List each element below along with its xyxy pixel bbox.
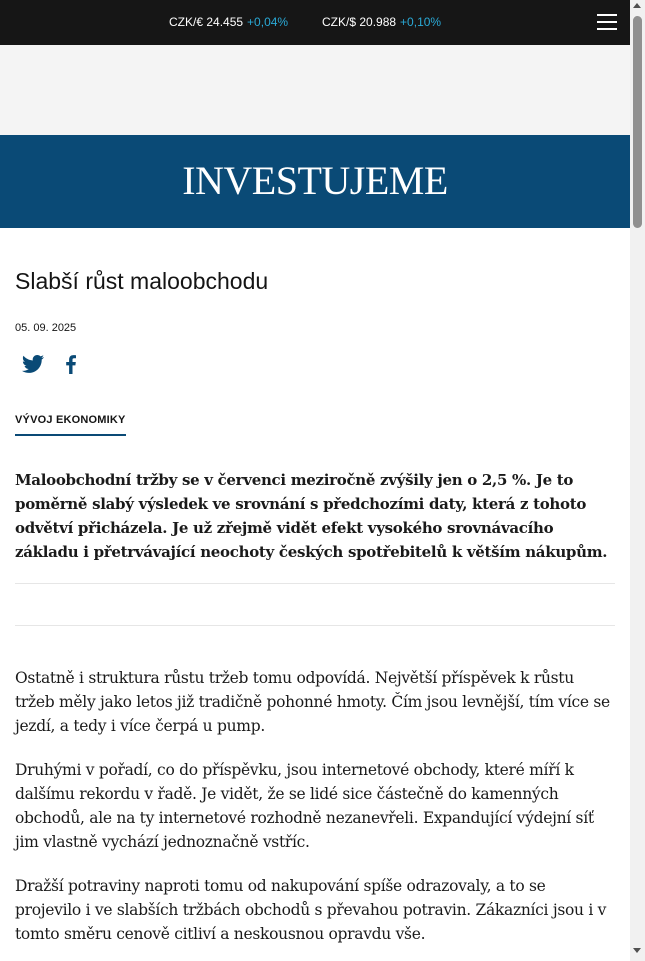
twitter-icon[interactable]: [21, 352, 45, 376]
rate-eur-value: CZK/€ 24.455: [169, 15, 244, 29]
rate-usd-value: CZK/$ 20.988: [322, 15, 397, 29]
category-link[interactable]: VÝVOJ EKONOMIKY: [15, 414, 126, 436]
paragraph: Dražší potraviny naproti tomu od nakupování spíše odrazovaly, a to se projevilo i ve slabších tržbách obchodů s převahou potravin. Zákazníci jsou i v tomto směru cenově citliví a neskousnou opravdu vše.: [15, 877, 607, 943]
paragraph: Ostatně i struktura růstu tržeb tomu odpovídá. Největší příspěvek k růstu tržeb měly jako letos již tradičně pohonné hmoty. Čím jsou levnější, tím více se jezdí, a tedy i více čerpá u pump.: [15, 669, 610, 735]
article-body: [15, 666, 615, 961]
rate-usd-change: +0,10%: [400, 15, 442, 29]
paragraph: Druhými v pořadí, co do příspěvku, jsou internetové obchody, které míří k dalšímu rekordu v řadě. Je vidět, že se lidé sice částečně do kamenných obchodů, ale na ty internetové rozhodně nezanevřeli. Expandující výdejní síť jim vlastně vychází jednoznačně vstříc.: [15, 761, 594, 851]
rate-eur-change: +0,04%: [247, 15, 289, 29]
divider: [15, 583, 615, 584]
rate-usd: [322, 15, 441, 29]
scroll-down-arrow-icon[interactable]: [633, 948, 641, 953]
scroll-up-arrow-icon[interactable]: [633, 3, 641, 8]
site-logo[interactable]: INVESTUJEME: [182, 158, 448, 203]
scrollbar[interactable]: [630, 0, 645, 961]
top-bar: [0, 0, 630, 45]
article-title: Slabší růst maloobchodu: [15, 268, 269, 294]
facebook-icon[interactable]: [59, 352, 83, 376]
article-lead: Maloobchodní tržby se v červenci meziročně zvýšily jen o 2,5 %. Je to poměrně slabý výsledek ve srovnání s předchozími daty, která z tohoto odvětví přicházela. Je už zřejmě vidět efekt vysokého srovnávacího základu i přetrvávající neochoty českých spotřebitelů k větším nákupům.: [15, 471, 608, 561]
ad-space: [0, 45, 630, 135]
divider: [15, 625, 615, 626]
article-date: 05. 09. 2025: [15, 322, 77, 334]
rate-eur: [169, 15, 288, 29]
scroll-thumb[interactable]: [633, 16, 642, 228]
hamburger-menu-icon[interactable]: [597, 14, 617, 30]
